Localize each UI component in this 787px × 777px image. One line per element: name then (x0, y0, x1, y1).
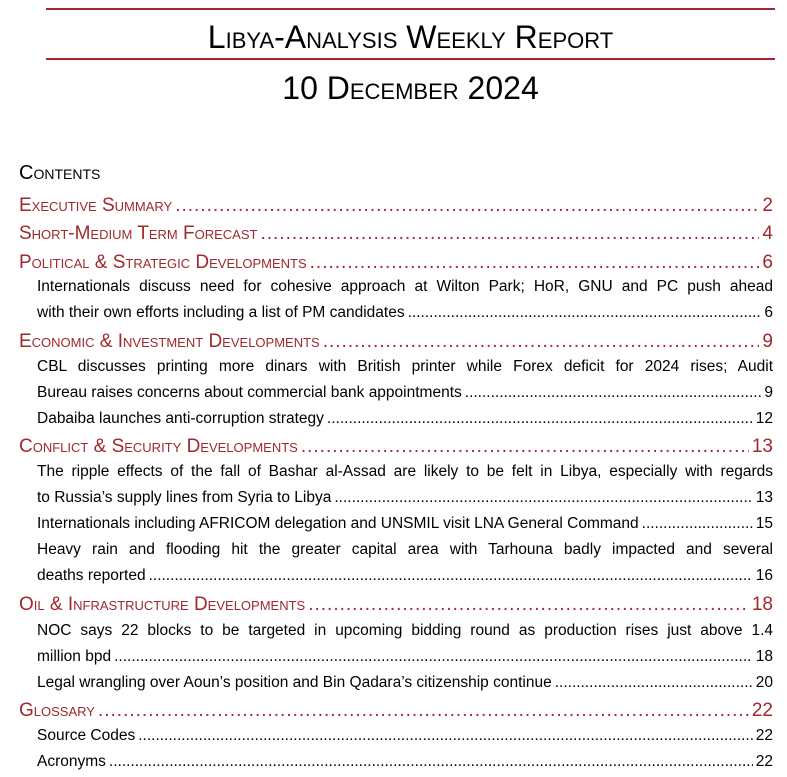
toc-leader (310, 250, 760, 276)
toc-leader (109, 749, 753, 775)
toc-page-number: 12 (755, 410, 773, 427)
toc-entry-political-1[interactable] (37, 300, 773, 326)
toc-section-title: Executive Summary (19, 195, 173, 216)
toc-page-number: 22 (755, 753, 773, 770)
toc-section-glossary[interactable] (19, 698, 773, 724)
toc-page-number: 6 (764, 304, 773, 321)
toc-section-title: Economic & Investment Developments (19, 331, 320, 352)
top-rule (46, 8, 775, 10)
toc-section-forecast[interactable] (19, 221, 773, 247)
toc-page-number: 13 (751, 436, 773, 457)
toc-leader (138, 723, 753, 749)
toc-entry-text: Bureau raises concerns about commercial bank appointments (37, 384, 462, 401)
toc-page-number: 18 (755, 648, 773, 665)
toc-leader (98, 698, 749, 724)
toc-entry-oil-2[interactable] (37, 670, 773, 696)
toc-entry-conflict-2[interactable] (37, 511, 773, 537)
toc-page-number: 20 (755, 674, 773, 691)
toc-page-number: 6 (762, 252, 773, 273)
toc-leader (642, 511, 753, 537)
toc-section-title: Political & Strategic Developments (19, 252, 307, 273)
toc-page-number: 4 (762, 223, 773, 244)
toc-entry-glossary-2[interactable] (37, 749, 773, 775)
toc-leader (323, 329, 760, 355)
toc-section-title: Glossary (19, 700, 95, 721)
toc-leader (555, 670, 753, 696)
toc-section-executive-summary[interactable] (19, 193, 773, 219)
toc-entry-glossary-1[interactable] (37, 723, 773, 749)
toc-leader (334, 485, 752, 511)
toc-leader (149, 563, 753, 589)
contents-heading: Contents (19, 162, 101, 184)
toc-leader (327, 406, 753, 432)
toc-entry-text: deaths reported (37, 567, 146, 584)
toc-section-political[interactable] (19, 250, 773, 276)
toc-leader (301, 434, 749, 460)
toc-section-title: Oil & Infrastructure Developments (19, 594, 306, 615)
toc-entry-line[interactable]: CBL discusses printing more dinars with British printer while Forex deficit for 2024 rises; Audit (37, 358, 773, 375)
toc-entry-line[interactable]: The ripple effects of the fall of Bashar al-Assad are likely to be felt in Libya, especially with regards (37, 463, 773, 480)
toc-leader (308, 592, 749, 618)
toc-section-economic[interactable] (19, 329, 773, 355)
toc-entry-conflict-3[interactable] (37, 563, 773, 589)
toc-page-number: 9 (764, 384, 773, 401)
toc-entry-text: Acronyms (37, 753, 106, 770)
report-title: Libya-Analysis Weekly Report (207, 19, 614, 55)
toc-entry-conflict-1[interactable] (37, 485, 773, 511)
toc-leader (114, 644, 753, 670)
toc-entry-text: million bpd (37, 648, 112, 665)
toc-entry-text: with their own efforts including a list of PM candidates (37, 304, 405, 321)
toc-entry-line[interactable]: Heavy rain and flooding hit the greater capital area with Tarhouna badly impacted and several (37, 541, 773, 558)
toc-entry-economic-1[interactable] (37, 380, 773, 406)
toc-section-oil[interactable] (19, 592, 773, 618)
toc-leader (175, 193, 759, 219)
toc-entry-text: Internationals including AFRICOM delegation and UNSMIL visit LNA General Command (37, 515, 639, 532)
toc-page-number: 22 (751, 700, 773, 721)
toc-leader (465, 380, 762, 406)
toc-entry-text: Dabaiba launches anti-corruption strategy (37, 410, 324, 427)
toc-page-number: 13 (755, 489, 773, 506)
toc-entry-oil-1[interactable] (37, 644, 773, 670)
toc-page-number: 9 (762, 331, 773, 352)
toc-entry-line[interactable]: Internationals discuss need for cohesive approach at Wilton Park; HoR, GNU and PC push ahead (37, 278, 773, 295)
toc-entry-text: to Russia’s supply lines from Syria to Libya (37, 489, 332, 506)
toc-section-conflict[interactable] (19, 434, 773, 460)
report-date: 10 December 2024 (282, 70, 539, 106)
toc-entry-line[interactable]: NOC says 22 blocks to be targeted in upcoming bidding round as production rises just above 1.4 (37, 622, 773, 639)
toc-page-number: 22 (755, 727, 773, 744)
toc-section-title: Conflict & Security Developments (19, 436, 298, 457)
toc-section-title: Short-Medium Term Forecast (19, 223, 258, 244)
toc-page-number: 16 (755, 567, 773, 584)
title-underline-rule (46, 58, 775, 60)
toc-leader (408, 300, 762, 326)
toc-entry-text: Source Codes (37, 727, 136, 744)
toc-entry-economic-2[interactable] (37, 406, 773, 432)
toc-entry-text: Legal wrangling over Aoun’s position and Bin Qadara’s citizenship continue (37, 674, 552, 691)
toc-page-number: 2 (762, 195, 773, 216)
toc-page-number: 15 (755, 515, 773, 532)
toc-leader (260, 221, 759, 247)
toc-page-number: 18 (751, 594, 773, 615)
